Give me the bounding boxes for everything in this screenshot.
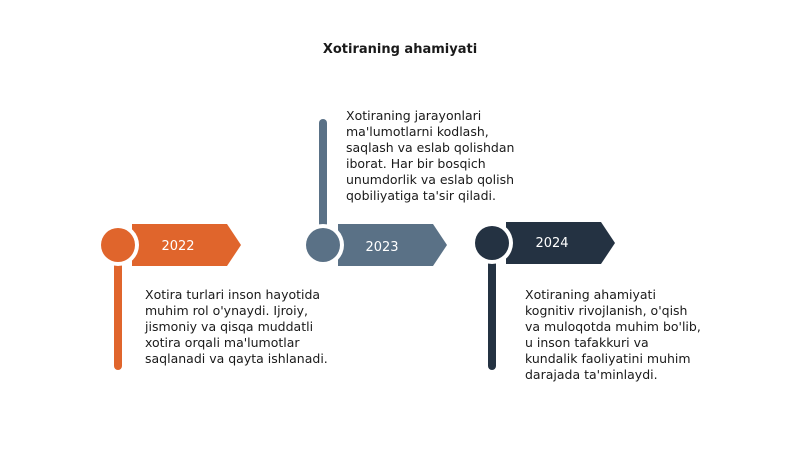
year-circle <box>475 226 509 260</box>
description-2023: Xotiraning jarayonlari ma'lumotlarni kodlash, saqlash va eslab qolishdan iborat. Har bir bosqich unumdorlik va eslab qolish qobiliyatiga ta'sir qiladi. <box>346 108 515 203</box>
year-label-2023: 2023 <box>365 240 399 255</box>
year-label-2024: 2024 <box>535 236 569 251</box>
year-circle <box>101 228 135 262</box>
connector-line <box>319 119 327 231</box>
year-circle <box>306 228 340 262</box>
diagram-title: Xotiraning ahamiyati <box>322 42 478 57</box>
year-label-2022: 2022 <box>161 239 195 254</box>
description-2024: Xotiraning ahamiyati kognitiv rivojlanish, o'qish va muloqotda muhim bo'lib, u inson tafakkuri va kundalik faoliyatini muhim darajada ta'minlaydi. <box>525 287 701 382</box>
description-2022: Xotira turlari inson hayotida muhim rol o'ynaydi. Ijroiy, jismoniy va qisqa muddatli xotira orqali ma'lumotlar saqlanadi va qayta ishlanadi. <box>145 287 328 366</box>
connector-line <box>488 258 496 370</box>
connector-line <box>114 258 122 370</box>
